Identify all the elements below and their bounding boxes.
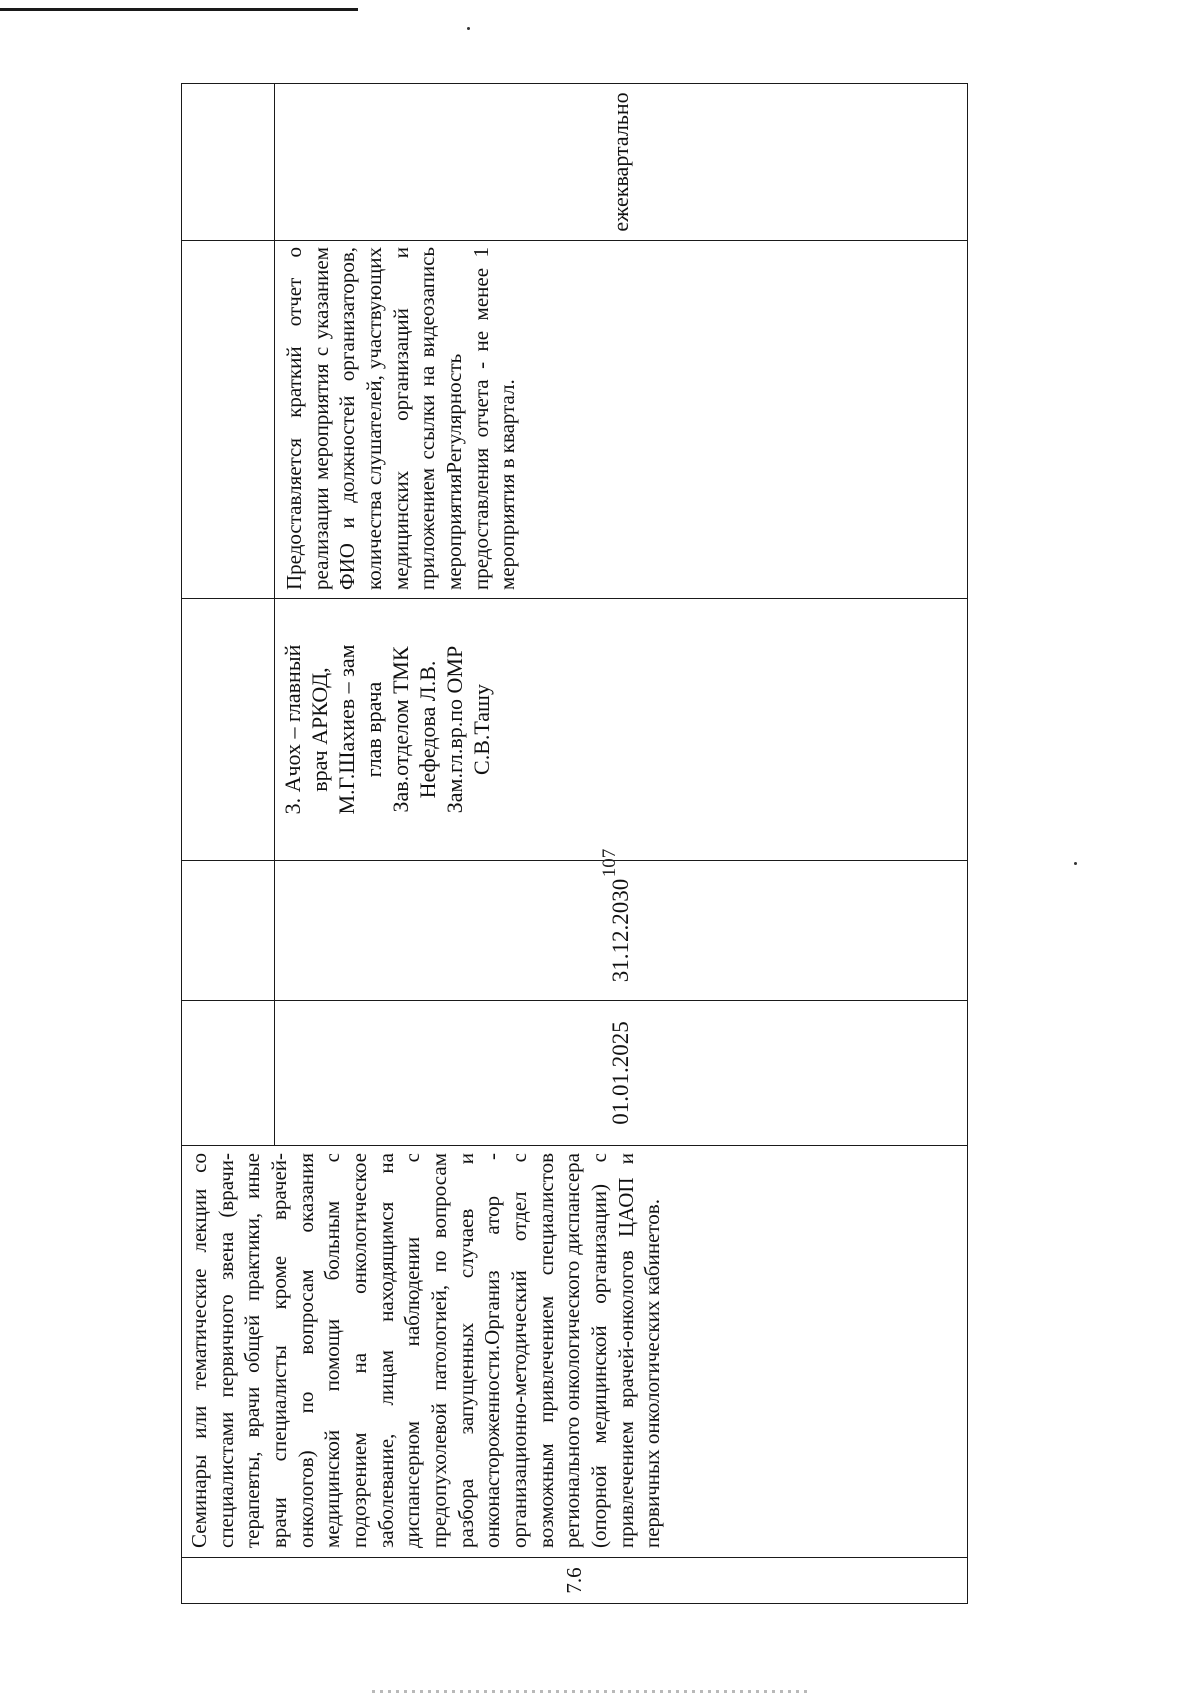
responsible-line: М.Г.Шахиев – зам (334, 644, 360, 815)
periodicity-top-cell (182, 84, 275, 241)
table-row-top-empty (182, 84, 275, 1604)
end-date: 31.12.2030 (608, 878, 634, 983)
row-number-cell (182, 1558, 968, 1604)
page-number: 107 (599, 848, 620, 878)
start-date-top-cell (182, 1001, 275, 1146)
scan-speck (1074, 862, 1077, 865)
rotated-table-wrapper (181, 84, 968, 1604)
responsible-cell (275, 599, 968, 861)
responsible-line: врач АРКОД, (307, 667, 333, 792)
activities-table (181, 83, 968, 1604)
responsible-persons (275, 599, 495, 860)
periodicity: ежеквартально (608, 92, 634, 232)
start-date: 01.01.2025 (608, 1021, 634, 1125)
responsible-line: 3. Ачох – главный (280, 644, 305, 815)
responsible-line: Нефедова Л.В. (415, 660, 441, 799)
report-description: Предоставляется краткий отчет о реализации мероприятия с указанием ФИО и должностей организаторов, количества слушателей, участвующих медицинских организаций и приложением ссылки на видеозапись мероприятияРегулярность предоставления отчета - не менее 1 мероприятия в квартал. (282, 247, 520, 590)
end-date-top-cell (182, 861, 275, 1001)
scan-speck (467, 27, 470, 30)
responsible-line: Зав.отделом ТМК (388, 646, 414, 813)
description-cell (182, 1146, 968, 1558)
responsible-line: глав врача (361, 681, 387, 778)
scan-edge-line (0, 8, 358, 11)
report-cell (275, 241, 968, 599)
periodicity-cell (275, 84, 968, 241)
start-date-cell (275, 1001, 968, 1146)
responsible-line: С.В.Ташу (469, 684, 495, 775)
responsible-line: Зам.гл.вр.по ОМР (442, 645, 468, 814)
responsible-top-cell (182, 599, 275, 861)
row-number: 7.6 (562, 1567, 587, 1594)
end-date-cell (275, 861, 968, 1001)
report-top-cell (182, 241, 275, 599)
activity-description: Семинары или тематические лекции со специалистами первичного звена (врачи-терапевты, врачи общей практики, иные врачи специалисты кроме врачей-онкологов) по вопросам оказания медицинской помощи больным с подозрением на онкологическое заболевание, лицам находящимся на диспансерном наблюдении с предопухолевой патологией, по вопросам разбора запущенных случаев и онконастороженности.Организ атор - организационно-методический отдел с возможным привлечением специалистов регионального онкологического диспансера (опорной медицинской организации) с привлечением врачей-онкологов ЦАОП и первичных онкологических кабинетов. (187, 1153, 665, 1548)
scan-noise-strip (372, 1690, 812, 1693)
